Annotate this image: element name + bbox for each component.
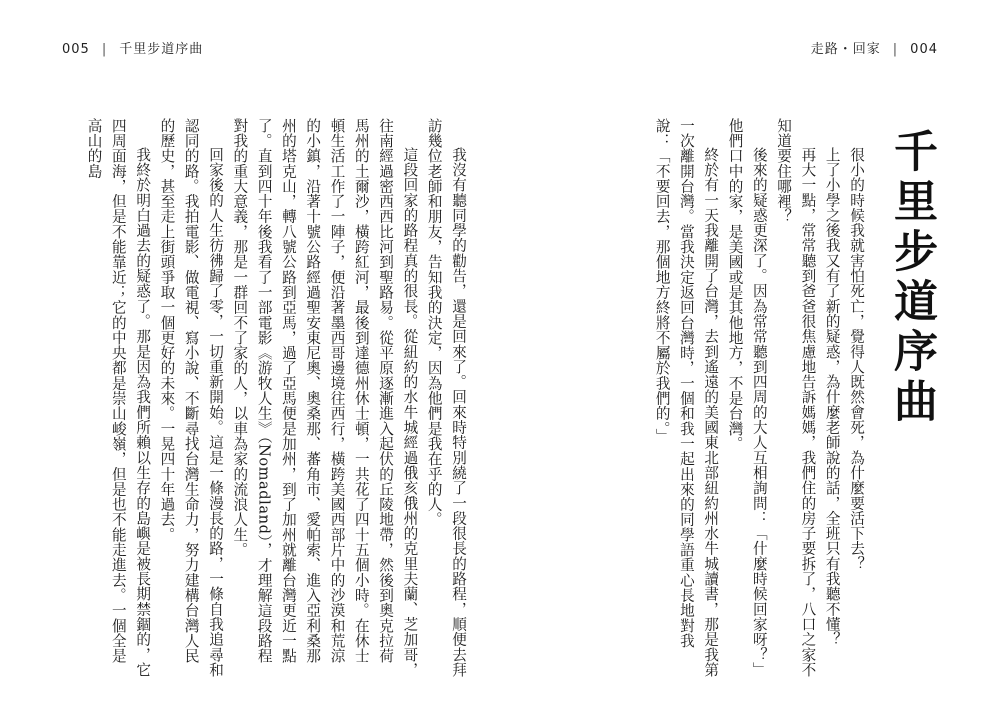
right-header-title: 走路・回家 (810, 42, 881, 57)
left-paragraph-2: 這段回家的路程真的很長。從紐約的水牛城經過俄亥俄州的克里夫蘭、芝加哥，往南經過密西西比河到聖路易。從平原逐漸進入起伏的丘陵地帶，然後到奧克拉荷馬州的土爾沙，橫跨紅河，最後到達德州休士頓，一共花了四十五個小時。在休士頓生活工作了一陣子，便沿著墨西哥邊境往西行，橫跨美國西部片中的沙漠和荒涼的小鎮，沿著十號公路經過聖安東尼奧、奧桑那、蕃角市、愛帕索、進入亞利桑那州的塔克山，轉八號公路到亞馬，過了亞馬便是加州，到了加州就離台灣更近一點了。直到四十年後我看了一部電影《游牧人生》（Nomadland），才理解這段路程對我的重大意義，那是一群回不了家的人，以車為家的流浪人生。 (231, 118, 419, 678)
right-page-header (811, 38, 938, 57)
right-page-body (530, 118, 938, 678)
left-page-body (62, 118, 470, 678)
right-paragraph-3: 再大一點，常常聽到爸爸很焦慮地告訴媽媽，我們住的房子要拆了，八口之家不知道要住哪裡？ (775, 118, 817, 678)
right-header-separator: | (892, 42, 899, 57)
left-paragraph-3: 回家後的人生彷彿歸了零，一切重新開始。這是一條漫長的路，一條自我追尋和認同的路。我拍電影、做電視、寫小說、不斷尋找台灣生命力，努力建構台灣人民的歷史，甚至走上街頭爭取一個更好的未來。一晃四十年過去。 (158, 118, 225, 678)
left-page-number: 005 (62, 42, 90, 57)
left-page-text (62, 118, 470, 678)
right-paragraph-5: 終於有一天我離開了台灣，去到遙遠的美國東北部紐約州水牛城讀書，那是我第一次離開台灣。當我決定返回台灣時，一個和我一起出來的同學語重心長地對我說：「不要回去，那個地方終將不屬於我們的。」 (653, 118, 720, 678)
left-header-separator: | (101, 42, 108, 57)
left-paragraph-1: 我沒有聽同學的勸告，還是回來了。回來時特別繞了一段很長的路程，順便去拜訪幾位老師和朋友，告知我的決定，因為他們是我在乎的人。 (425, 118, 467, 678)
right-paragraph-2: 上了小學之後我又有了新的疑惑，為什麼老師說的話，全班只有我聽不懂？ (823, 147, 841, 648)
right-page-number: 004 (910, 42, 938, 57)
left-paragraph-4: 我終於明白過去的疑惑了。那是因為我們所賴以生存的島嶼是被長期禁錮的，它四周面海，但是不能靠近；它的中央都是崇山峻嶺，但是也不能走進去。一個全是高山的島 (85, 118, 152, 678)
chapter-title: 千里步道序曲 (886, 128, 937, 428)
right-paragraph-1: 很小的時候我就害怕死亡，覺得人既然會死，為什麼要活下去？ (848, 147, 865, 572)
right-paragraph-4: 後來的疑惑更深了。因為常常聽到四周的大人互相詢問：「什麼時候回家呀？」他們口中的家，是美國或是其他地方，不是台灣。 (726, 118, 768, 678)
left-header-title: 千里步道序曲 (119, 42, 204, 57)
left-page-header (62, 38, 203, 57)
right-page-text (530, 118, 868, 678)
